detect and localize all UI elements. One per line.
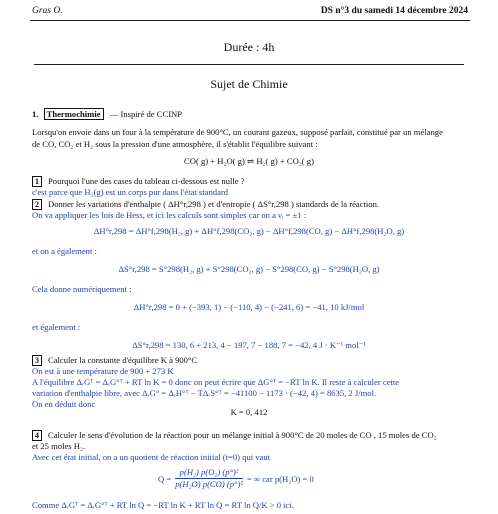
quotient-lhs: Q = [158, 473, 172, 484]
k-result: K = 0, 412 [230, 407, 268, 417]
question-text-line-1: Calculer le sens d'évolution de la réaction pour un mélange initial à 900°C de 20 moles de CO , 15 moles de CO₂ [48, 430, 437, 440]
numeric-application: Cela donne numériquement : [32, 284, 132, 294]
duration: Durée : 4h [223, 40, 275, 54]
answer-4: Avec cet état initial, on a un quotient de réaction initial (t=0) qui vaut [32, 452, 271, 462]
question-text: Donner les variations d'enthalpie ( ΔH°r,298 ) et d'entropie ( ΔS°r,298 ) standards de la réaction. [48, 199, 380, 209]
section-name: Thermochimie [44, 108, 104, 120]
and-also-2: et également : [32, 322, 81, 332]
conclusion: Comme ΔᵣGᵀ = ΔᵣG°ᵀ + RT ln Q = −RT ln K + RT ln Q = RT ln Q/K > 0 ici. [32, 500, 294, 510]
quotient-fraction [175, 467, 243, 490]
question-number: 3 [32, 355, 42, 366]
answer-3-line-2: A l'équilibre ΔᵣGᵀ = ΔᵣG°ᵀ + RT ln K = 0 donc on peut écrire que ΔG°ᵀ = −RT ln K. Il reste à calculer cette [32, 377, 400, 387]
quotient-equation [158, 467, 314, 490]
quotient-rhs: = ∞ car p(H₂O) = 0 [246, 473, 314, 484]
answer-3-line-3: variation d'enthalpie libre, avec ΔᵣG° = ΔᵣH°ᵀ − TΔᵣS°ᵀ = −41100 − 1173 · (−42, 4) = 8635, 2 J/mol. [32, 388, 377, 398]
and-also-1: et on a également : [32, 246, 97, 256]
hess-entropy-equation: ΔS°r,298 = S°298(H₂, g) + S°298(CO₂, g) − S°298(CO, g) − S°298(H₂O, g) [118, 264, 380, 274]
answer-1: c'est parce que H₂(g) est un corps pur dans l'état standard [32, 187, 229, 197]
duration-rule [34, 64, 464, 65]
quotient-denominator: p(H₂O) p(CO) (p°)² [175, 479, 243, 489]
intro-line-2: de CO, CO₂ et H₂ sous la pression d'une atmosphère, il s'établit l'équilibre suivant : [32, 139, 318, 149]
question-text: Pourquoi l'une des cases du tableau ci-dessous est nulle ? [48, 176, 245, 186]
section-number: 1. [32, 109, 39, 119]
hess-enthalpy-equation: ΔH°r,298 = ΔH°f,298(H₂, g) + ΔH°f,298(CO₂, g) − ΔH°f,298(CO, g) − ΔH°f,298(H₂O, g) [93, 226, 405, 236]
enthalpy-value-equation: ΔH°r,298 = 0 + (−393, 1) − (−110, 4) − (−241, 6) = −41, 10 kJ/mol [133, 302, 365, 312]
question-number: 4 [32, 430, 42, 441]
question-number: 2 [32, 199, 42, 210]
question-1 [32, 176, 245, 187]
header-author: Gras O. [32, 6, 63, 16]
equilibrium-equation: CO( g) + H₂O( g) ⇌ H₂( g) + CO₂( g) [184, 156, 314, 166]
section-heading [32, 108, 182, 120]
entropy-value-equation: ΔS°r,298 = 130, 6 + 213, 4 − 197, 7 − 188, 7 = −42, 4 J · K⁻¹ mol⁻¹ [132, 340, 366, 350]
question-3 [32, 355, 197, 366]
answer-3-line-1: On est à une température de 900 + 273 K [32, 366, 174, 376]
answer-3-line-4: On en déduit donc [32, 399, 96, 409]
question-2 [32, 199, 379, 210]
intro-line-1: Lorsqu'on envoie dans un four à la température de 900°C, un courant gazeux, supposé parfait, constitué par un mélange [32, 127, 443, 137]
question-4 [32, 430, 437, 441]
question-4-line-2: et 25 moles H₂. [32, 441, 86, 451]
question-number: 1 [32, 176, 42, 187]
header-rule [30, 20, 470, 21]
quotient-numerator: p(H₂) p(O₂) (p°)² [179, 467, 239, 477]
subject-title: Sujet de Chimie [210, 77, 288, 91]
question-text: Calculer la constante d'équilibre K à 900°C [48, 355, 198, 365]
header-title: DS n°3 du samedi 14 décembre 2024 [320, 6, 468, 16]
section-suffix: — Inspiré de CCINP [109, 109, 183, 119]
answer-2: On va appliquer les lois de Hess, et ici les calculs sont simples car on a νᵢ = ±1 : [32, 210, 307, 220]
